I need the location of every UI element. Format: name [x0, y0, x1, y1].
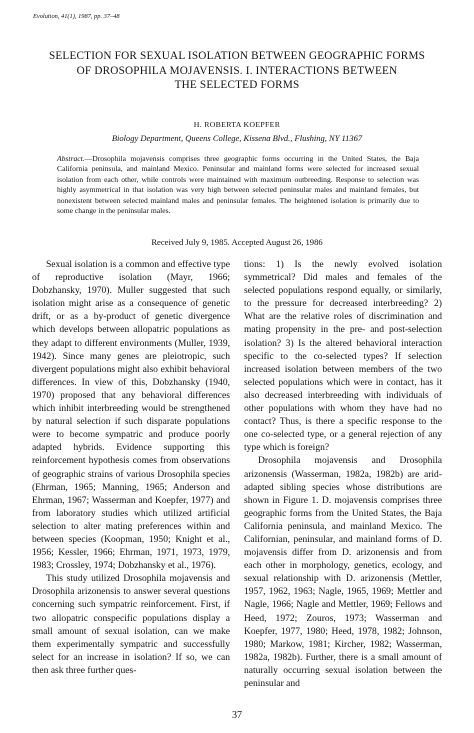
abstract	[57, 154, 419, 216]
left-column	[32, 258, 230, 677]
page-number: 37	[232, 710, 242, 721]
paper-title	[30, 49, 444, 93]
title-line: THE SELECTED FORMS	[174, 79, 300, 92]
abstract-text: —Drosophila mojavensis comprises three geographic forms occurring in the United States, the Baja California peninsula, and mainland Mexico. Peninsular and mainland forms were selected for increased sexual isolation from each other, while controls were maintained with maximum outbreeding. Response to selection was highly asymmetrical in that isolation was very high between selected peninsular males and mainland females, but nonexistent between selected mainland males and peninsular females. The heightened isolation is primarily due to some change in the peninsular males.	[57, 154, 419, 216]
title-line: OF DROSOPHILA MOJAVENSIS. I. INTERACTIONS BETWEEN	[76, 64, 398, 77]
author-name: H. ROBERTA KOEPFER	[193, 120, 281, 129]
received-dates: Received July 9, 1985. Accepted August 26, 1986	[151, 237, 323, 247]
body-paragraph: Drosophila mojavensis and Drosophila arizonensis (Wasserman, 1982a, 1982b) are arid-adapted sibling species whose distributions are shown in Figure 1. D. mojavensis comprises three geographic forms from the United States, the Baja California peninsula, and mainland Mexico. The Californian, peninsular, and mainland forms of D. mojavensis differ from D. arizonensis and from each other in morphology, genetics, ecology, and sexual relationship with D. arizonensis (Mettler, 1957, 1962, 1963; Nagle, 1965, 1969; Mettler and Nagle, 1966; Nagle and Mettler, 1969; Fellows and Heed, 1972; Zouros, 1973; Wasserman and Koepfer, 1977, 1980; Heed, 1978, 1982; Johnson, 1980; Markow, 1981; Kircher, 1982; Wasserman, 1982a, 1982b). Further, there is a small amount of naturally occurring sexual isolation between the peninsular and	[244, 455, 442, 689]
body-paragraph: tions: 1) Is the newly evolved isolation symmetrical? Did males and females of the selected populations respond equally, or similarly, to the pressure for decreased interbreeding? 2) What are the relative roles of discrimination and mating propensity in the pre- and post-selection isolation? 3) Is the altered behavioral interaction specific to the co-selected types? If selection increased isolation between members of the two selected populations which were in contact, has it also decreased interbreeding with individuals of other populations with whom they have had no contact? Thus, is there a specific response to the one co-selected type, or a general rejection of any type which is foreign?	[244, 259, 442, 454]
abstract-label: Abstract.	[57, 154, 85, 163]
journal-header: Evolution, 41(1), 1987, pp. 37–48	[33, 13, 120, 20]
author-affiliation: Biology Department, Queens College, Kissena Blvd., Flushing, NY 11367	[111, 133, 363, 143]
body-paragraph: This study utilized Drosophila mojavensis and Drosophila arizonensis to answer several questions concerning such sympatric reinforcement. First, if two allopatric conspecific populations display a small amount of sexual isolation, can we make them experimentally sympatric and successfully select for an increase in isolation? If so, we can then ask three further ques-	[32, 573, 230, 676]
right-column	[244, 258, 442, 690]
body-paragraph: Sexual isolation is a common and effective type of reproductive isolation (Mayr, 1966; Dobzhansky, 1970). Muller suggested that such isolation might arise as a consequence of genetic drift, or as a by-product of genetic divergence which develops between allopatric populations as they adapt to different environments (Muller, 1939, 1942). Since many genes are pleiotropic, such divergent populations might also exhibit behavioral differences. In view of this, Dobzhansky (1940, 1970) proposed that any behavioral differences which inhibit interbreeding would be strengthened by natural selection if such disparate populations were to become sympatric and produce poorly adapted hybrids. Evidence supporting this reinforcement hypothesis comes from observations of geographic strains of various Drosophila species (Ehrman, 1965; Manning, 1965; Anderson and Ehrman, 1967; Wasserman and Koepfer, 1977) and from laboratory studies which utilized artificial selection to alter mating preferences within and between species (Koopman, 1950; Knight et al., 1956; Kessler, 1966; Ehrman, 1971, 1973, 1979, 1983; Crossley, 1974; Dobzhansky et al., 1976).	[32, 259, 230, 572]
title-line: SELECTION FOR SEXUAL ISOLATION BETWEEN GEOGRAPHIC FORMS	[48, 50, 426, 62]
